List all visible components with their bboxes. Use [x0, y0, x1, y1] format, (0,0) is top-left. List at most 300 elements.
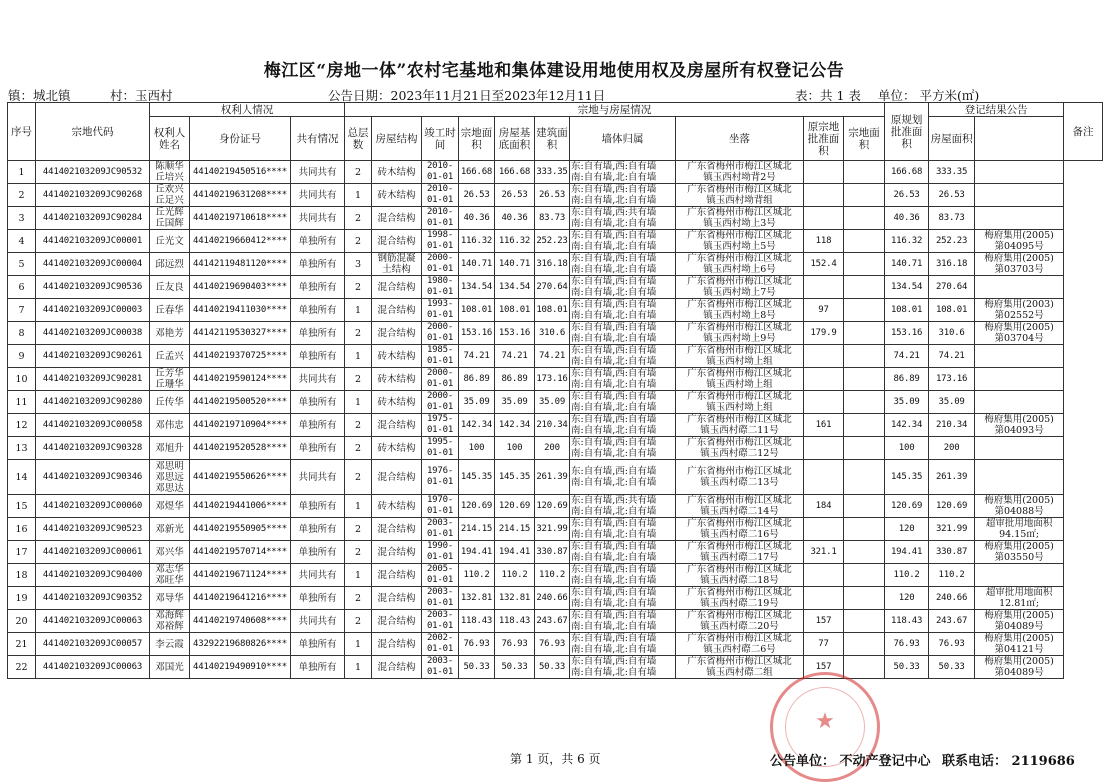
- cell-land-area: 108.01: [459, 299, 495, 322]
- cell-floors: 1: [345, 184, 372, 207]
- cell-code: 441402103209JC90284: [36, 207, 150, 230]
- header-approved: 原宗地批准面积: [804, 117, 844, 161]
- cell-name: 丘光文: [150, 230, 190, 253]
- table-row: [8, 230, 1103, 253]
- cell-planned: [844, 460, 885, 495]
- cell-walls: 东:自有墙,西:自有墙 南:自有墙,北:自有墙: [570, 541, 676, 564]
- cell-planned: [844, 207, 885, 230]
- cell-approved: 161: [804, 414, 844, 437]
- cell-note: [975, 368, 1064, 391]
- cell-completed: 2000- 01-01: [422, 253, 459, 276]
- cell-approved: [804, 391, 844, 414]
- cell-seq: 2: [8, 184, 36, 207]
- cell-name: 邓艳芳: [150, 322, 190, 345]
- cell-walls: 东:自有墙,西:自有墙 南:自有墙,北:自有墙: [570, 322, 676, 345]
- header-seq: 序号: [8, 103, 36, 161]
- cell-structure: 混合结构: [372, 610, 422, 633]
- cell-id: 44140219411030****: [190, 299, 291, 322]
- cell-walls: 东:自有墙,西:自有墙 南:自有墙,北:自有墙: [570, 610, 676, 633]
- cell-result-house: 240.66: [929, 587, 975, 610]
- cell-note: 梅府集用(2005) 第04088号: [975, 495, 1064, 518]
- cell-id: 44140219641216****: [190, 587, 291, 610]
- cell-result-land: 35.09: [885, 391, 929, 414]
- cell-base-area: 194.41: [495, 541, 535, 564]
- cell-location: 广东省梅州市梅江区城北 镇玉西村坳上6号: [676, 253, 804, 276]
- cell-share: 单独所有: [291, 322, 345, 345]
- registration-table: [7, 102, 1103, 679]
- cell-walls: 东:自有墙,西:自有墙 南:自有墙,北:自有墙: [570, 161, 676, 184]
- cell-build-area: 50.33: [535, 656, 570, 679]
- table-row: [8, 184, 1103, 207]
- cell-location: 广东省梅州市梅江区城北 镇玉西村磜二19号: [676, 587, 804, 610]
- cell-id: 44140219370725****: [190, 345, 291, 368]
- cell-approved: [804, 207, 844, 230]
- cell-seq: 4: [8, 230, 36, 253]
- cell-share: 单独所有: [291, 518, 345, 541]
- cell-result-house: 261.39: [929, 460, 975, 495]
- cell-location: 广东省梅州市梅江区城北 镇玉西村坳上9号: [676, 322, 804, 345]
- cell-planned: [844, 495, 885, 518]
- cell-completed: 1970- 01-01: [422, 495, 459, 518]
- cell-planned: [844, 391, 885, 414]
- cell-note: [975, 161, 1064, 184]
- cell-build-area: 110.2: [535, 564, 570, 587]
- announcing-unit: 公告单位： 不动产登记中心: [770, 754, 931, 769]
- cell-result-land: 120.69: [885, 495, 929, 518]
- header-build-area: 建筑面积: [535, 117, 570, 161]
- cell-planned: [844, 541, 885, 564]
- table-row: [8, 253, 1103, 276]
- cell-base-area: 120.69: [495, 495, 535, 518]
- cell-approved: 157: [804, 610, 844, 633]
- cell-land-area: 100: [459, 437, 495, 460]
- cell-floors: 1: [345, 299, 372, 322]
- cell-id: 44140219500520****: [190, 391, 291, 414]
- cell-base-area: 35.09: [495, 391, 535, 414]
- cell-base-area: 40.36: [495, 207, 535, 230]
- cell-approved: [804, 276, 844, 299]
- page-indicator: 第 1 页，共 6 页: [510, 752, 601, 766]
- cell-seq: 19: [8, 587, 36, 610]
- cell-base-area: 134.54: [495, 276, 535, 299]
- cell-build-area: 76.93: [535, 633, 570, 656]
- cell-planned: [844, 368, 885, 391]
- cell-result-house: 110.2: [929, 564, 975, 587]
- table-row: [8, 207, 1103, 230]
- cell-floors: 2: [345, 587, 372, 610]
- cell-seq: 12: [8, 414, 36, 437]
- cell-result-house: 26.53: [929, 184, 975, 207]
- table-row: [8, 391, 1103, 414]
- table-row: [8, 518, 1103, 541]
- cell-structure: 混合结构: [372, 207, 422, 230]
- cell-structure: 混合结构: [372, 633, 422, 656]
- cell-seq: 7: [8, 299, 36, 322]
- cell-approved: [804, 460, 844, 495]
- cell-structure: 混合结构: [372, 564, 422, 587]
- cell-seq: 10: [8, 368, 36, 391]
- cell-walls: 东:自有墙,西:自有墙 南:自有墙,北:自有墙: [570, 460, 676, 495]
- cell-code: 441402103209JC90268: [36, 184, 150, 207]
- cell-land-area: 214.15: [459, 518, 495, 541]
- header-structure: 房屋结构: [372, 117, 422, 161]
- cell-build-area: 74.21: [535, 345, 570, 368]
- cell-id: 43292219680826****: [190, 633, 291, 656]
- cell-land-area: 110.2: [459, 564, 495, 587]
- cell-name: 邓旭升: [150, 437, 190, 460]
- cell-land-area: 26.53: [459, 184, 495, 207]
- cell-structure: 混合结构: [372, 414, 422, 437]
- cell-build-area: 240.66: [535, 587, 570, 610]
- cell-code: 441402103209JC90261: [36, 345, 150, 368]
- cell-build-area: 261.39: [535, 460, 570, 495]
- cell-result-land: 40.36: [885, 207, 929, 230]
- cell-walls: 东:自有墙,西:自有墙 南:自有墙,北:自有墙: [570, 633, 676, 656]
- cell-structure: 混合结构: [372, 541, 422, 564]
- cell-approved: 321.1: [804, 541, 844, 564]
- cell-approved: 118: [804, 230, 844, 253]
- unit-label: 单位： 平方米(㎡): [878, 88, 980, 103]
- cell-share: 共同共有: [291, 564, 345, 587]
- cell-seq: 3: [8, 207, 36, 230]
- cell-walls: 东:自有墙,西:自有墙 南:自有墙,北:自有墙: [570, 587, 676, 610]
- cell-build-area: 252.23: [535, 230, 570, 253]
- header-base-area: 房屋基底面积: [495, 117, 535, 161]
- cell-note: [975, 345, 1064, 368]
- cell-structure: 混合结构: [372, 587, 422, 610]
- header-planned: 原规划批准面积: [885, 103, 929, 161]
- cell-planned: [844, 587, 885, 610]
- cell-floors: 2: [345, 368, 372, 391]
- cell-note: 梅府集用(2003) 第02552号: [975, 299, 1064, 322]
- header-completed: 竣工时间: [422, 117, 459, 161]
- cell-build-area: 26.53: [535, 184, 570, 207]
- cell-base-area: 132.81: [495, 587, 535, 610]
- cell-base-area: 86.89: [495, 368, 535, 391]
- table-row: [8, 541, 1103, 564]
- cell-location: 广东省梅州市梅江区城北 镇玉西村坳背2号: [676, 161, 804, 184]
- cell-name: 邓新光: [150, 518, 190, 541]
- cell-result-house: 310.6: [929, 322, 975, 345]
- cell-seq: 11: [8, 391, 36, 414]
- table-row: [8, 564, 1103, 587]
- cell-code: 441402103209JC00001: [36, 230, 150, 253]
- cell-completed: 2000- 01-01: [422, 368, 459, 391]
- cell-code: 441402103209JC00003: [36, 299, 150, 322]
- cell-seq: 17: [8, 541, 36, 564]
- cell-id: 44140219671124****: [190, 564, 291, 587]
- cell-build-area: 83.73: [535, 207, 570, 230]
- cell-approved: 179.9: [804, 322, 844, 345]
- cell-result-house: 173.16: [929, 368, 975, 391]
- cell-seq: 21: [8, 633, 36, 656]
- cell-completed: 2003- 01-01: [422, 518, 459, 541]
- cell-location: 广东省梅州市梅江区城北 镇玉西村磜二16号: [676, 518, 804, 541]
- header-result-land: 宗地面积: [844, 117, 885, 161]
- cell-floors: 1: [345, 633, 372, 656]
- cell-share: 单独所有: [291, 345, 345, 368]
- cell-code: 441402103209JC90536: [36, 276, 150, 299]
- cell-structure: 钢筋混凝 土结构: [372, 253, 422, 276]
- cell-note: 梅府集用(2005) 第04089号: [975, 656, 1064, 679]
- cell-id: 44140219550626****: [190, 460, 291, 495]
- cell-build-area: 108.01: [535, 299, 570, 322]
- cell-id: 44140219690403****: [190, 276, 291, 299]
- cell-location: 广东省梅州市梅江区城北 镇玉西村坳上8号: [676, 299, 804, 322]
- cell-note: [975, 437, 1064, 460]
- cell-result-land: 110.2: [885, 564, 929, 587]
- cell-note: 超审批用地面积 94.15㎡;: [975, 518, 1064, 541]
- cell-name: 丘春华: [150, 299, 190, 322]
- cell-result-house: 120.69: [929, 495, 975, 518]
- table-row: [8, 299, 1103, 322]
- cell-seq: 9: [8, 345, 36, 368]
- cell-approved: [804, 564, 844, 587]
- cell-code: 441402103209JC90280: [36, 391, 150, 414]
- cell-code: 441402103209JC00063: [36, 610, 150, 633]
- cell-id: 44140219520528****: [190, 437, 291, 460]
- cell-walls: 东:自有墙,西:自有墙 南:自有墙,北:自有墙: [570, 276, 676, 299]
- cell-completed: 1990- 01-01: [422, 541, 459, 564]
- cell-result-land: 120: [885, 518, 929, 541]
- cell-floors: 1: [345, 391, 372, 414]
- cell-approved: 152.4: [804, 253, 844, 276]
- cell-share: 共同共有: [291, 610, 345, 633]
- header-result-group: 登记结果公告: [929, 103, 1064, 117]
- header-name: 权利人姓名: [150, 117, 190, 161]
- table-row: [8, 587, 1103, 610]
- cell-planned: [844, 276, 885, 299]
- cell-build-area: 200: [535, 437, 570, 460]
- cell-approved: 184: [804, 495, 844, 518]
- cell-location: 广东省梅州市梅江区城北 镇玉西村磜二6号: [676, 633, 804, 656]
- cell-seq: 6: [8, 276, 36, 299]
- cell-completed: 2003- 01-01: [422, 610, 459, 633]
- cell-structure: 混合结构: [372, 460, 422, 495]
- cell-structure: 砖木结构: [372, 437, 422, 460]
- cell-name: 邓伟忠: [150, 414, 190, 437]
- cell-result-land: 194.41: [885, 541, 929, 564]
- table-row: [8, 495, 1103, 518]
- cell-location: 广东省梅州市梅江区城北 镇玉西村坳上组: [676, 391, 804, 414]
- cell-planned: [844, 299, 885, 322]
- table-row: [8, 161, 1103, 184]
- cell-result-house: 76.93: [929, 633, 975, 656]
- table-row: [8, 610, 1103, 633]
- cell-note: 梅府集用(2005) 第04093号: [975, 414, 1064, 437]
- cell-completed: 1998- 01-01: [422, 230, 459, 253]
- cell-result-house: 270.64: [929, 276, 975, 299]
- cell-note: [975, 564, 1064, 587]
- cell-seq: 18: [8, 564, 36, 587]
- cell-result-house: 200: [929, 437, 975, 460]
- cell-name: 邓志华 邓旺华: [150, 564, 190, 587]
- header-land-group: 宗地与房屋情况: [345, 103, 885, 117]
- table-row: [8, 656, 1103, 679]
- cell-location: 广东省梅州市梅江区城北 镇玉西村坳上5号: [676, 230, 804, 253]
- cell-planned: [844, 437, 885, 460]
- cell-id: 44140219441006****: [190, 495, 291, 518]
- cell-completed: 2003- 01-01: [422, 656, 459, 679]
- cell-floors: 2: [345, 230, 372, 253]
- cell-completed: 1995- 01-01: [422, 437, 459, 460]
- cell-note: 梅府集用(2005) 第03550号: [975, 541, 1064, 564]
- cell-result-house: 35.09: [929, 391, 975, 414]
- cell-seq: 5: [8, 253, 36, 276]
- table-row: [8, 322, 1103, 345]
- cell-structure: 混合结构: [372, 656, 422, 679]
- cell-approved: [804, 184, 844, 207]
- cell-walls: 东:自有墙,西:自有墙 南:自有墙,北:自有墙: [570, 564, 676, 587]
- cell-result-house: 333.35: [929, 161, 975, 184]
- cell-walls: 东:自有墙,西:自有墙 南:自有墙,北:自有墙: [570, 230, 676, 253]
- cell-walls: 东:自有墙,西:共有墙 南:自有墙,北:自有墙: [570, 495, 676, 518]
- cell-location: 广东省梅州市梅江区城北 镇玉西村坳上7号: [676, 276, 804, 299]
- cell-id: 44140219710618****: [190, 207, 291, 230]
- cell-build-area: 243.67: [535, 610, 570, 633]
- cell-walls: 东:自有墙,西:自有墙 南:自有墙,北:自有墙: [570, 656, 676, 679]
- cell-floors: 2: [345, 460, 372, 495]
- cell-code: 441402103209JC00063: [36, 656, 150, 679]
- cell-structure: 混合结构: [372, 518, 422, 541]
- cell-planned: [844, 518, 885, 541]
- cell-build-area: 330.87: [535, 541, 570, 564]
- cell-name: 邓煜华: [150, 495, 190, 518]
- cell-result-land: 50.33: [885, 656, 929, 679]
- cell-floors: 1: [345, 656, 372, 679]
- cell-result-house: 321.99: [929, 518, 975, 541]
- cell-base-area: 76.93: [495, 633, 535, 656]
- header-code: 宗地代码: [36, 103, 150, 161]
- cell-floors: 2: [345, 610, 372, 633]
- cell-planned: [844, 253, 885, 276]
- cell-approved: 77: [804, 633, 844, 656]
- cell-structure: 混合结构: [372, 276, 422, 299]
- cell-note: [975, 184, 1064, 207]
- cell-base-area: 26.53: [495, 184, 535, 207]
- cell-seq: 13: [8, 437, 36, 460]
- cell-result-land: 116.32: [885, 230, 929, 253]
- cell-base-area: 116.32: [495, 230, 535, 253]
- cell-result-land: 142.34: [885, 414, 929, 437]
- cell-location: 广东省梅州市梅江区城北 镇玉西村坳上组: [676, 345, 804, 368]
- cell-completed: 2000- 01-01: [422, 391, 459, 414]
- cell-structure: 砖木结构: [372, 391, 422, 414]
- cell-walls: 东:自有墙,西:自有墙 南:自有墙,北:自有墙: [570, 345, 676, 368]
- cell-share: 单独所有: [291, 299, 345, 322]
- cell-land-area: 166.68: [459, 161, 495, 184]
- cell-result-house: 50.33: [929, 656, 975, 679]
- cell-note: 梅府集用(2005) 第04095号: [975, 230, 1064, 253]
- cell-structure: 砖木结构: [372, 184, 422, 207]
- cell-id: 44140219570714****: [190, 541, 291, 564]
- cell-completed: 1975- 01-01: [422, 414, 459, 437]
- cell-base-area: 74.21: [495, 345, 535, 368]
- cell-location: 广东省梅州市梅江区城北 镇玉西村磜二17号: [676, 541, 804, 564]
- cell-floors: 2: [345, 276, 372, 299]
- cell-seq: 15: [8, 495, 36, 518]
- cell-result-house: 316.18: [929, 253, 975, 276]
- cell-completed: 2010- 01-01: [422, 207, 459, 230]
- cell-result-land: 153.16: [885, 322, 929, 345]
- header-id: 身份证号: [190, 117, 291, 161]
- cell-code: 441402103209JC90532: [36, 161, 150, 184]
- cell-walls: 东:自有墙,西:自有墙 南:自有墙,北:自有墙: [570, 184, 676, 207]
- table-row: [8, 345, 1103, 368]
- cell-share: 共同共有: [291, 460, 345, 495]
- cell-land-area: 142.34: [459, 414, 495, 437]
- cell-structure: 混合结构: [372, 230, 422, 253]
- cell-result-land: 100: [885, 437, 929, 460]
- cell-code: 441402103209JC90281: [36, 368, 150, 391]
- cell-structure: 砖木结构: [372, 495, 422, 518]
- cell-share: 单独所有: [291, 414, 345, 437]
- cell-location: 广东省梅州市梅江区城北 镇玉西村坳上3号: [676, 207, 804, 230]
- cell-completed: 1993- 01-01: [422, 299, 459, 322]
- cell-base-area: 118.43: [495, 610, 535, 633]
- cell-planned: [844, 633, 885, 656]
- cell-location: 广东省梅州市梅江区城北 镇玉西村磜二14号: [676, 495, 804, 518]
- cell-name: 丘芳华 丘珊华: [150, 368, 190, 391]
- cell-structure: 混合结构: [372, 299, 422, 322]
- cell-code: 441402103209JC00004: [36, 253, 150, 276]
- cell-location: 广东省梅州市梅江区城北 镇玉西村磜二12号: [676, 437, 804, 460]
- cell-completed: 1976- 01-01: [422, 460, 459, 495]
- cell-walls: 东:自有墙,西:自有墙 南:自有墙,北:自有墙: [570, 414, 676, 437]
- cell-base-area: 214.15: [495, 518, 535, 541]
- cell-name: 邱远烈: [150, 253, 190, 276]
- cell-planned: [844, 656, 885, 679]
- cell-location: 广东省梅州市梅江区城北 镇玉西村坳背组: [676, 184, 804, 207]
- cell-location: 广东省梅州市梅江区城北 镇玉西村磜二组: [676, 656, 804, 679]
- cell-result-land: 134.54: [885, 276, 929, 299]
- cell-result-house: 74.21: [929, 345, 975, 368]
- cell-land-area: 74.21: [459, 345, 495, 368]
- cell-share: 共同共有: [291, 207, 345, 230]
- cell-approved: 157: [804, 656, 844, 679]
- cell-result-house: 210.34: [929, 414, 975, 437]
- cell-structure: 混合结构: [372, 322, 422, 345]
- cell-walls: 东:自有墙,西:自有墙 南:自有墙,北:自有墙: [570, 299, 676, 322]
- cell-share: 共同共有: [291, 184, 345, 207]
- cell-share: 单独所有: [291, 391, 345, 414]
- cell-build-area: 321.99: [535, 518, 570, 541]
- cell-name: 邓导华: [150, 587, 190, 610]
- cell-code: 441402103209JC90352: [36, 587, 150, 610]
- header-share: 共有情况: [291, 117, 345, 161]
- cell-id: 44140219710904****: [190, 414, 291, 437]
- cell-walls: 东:自有墙,西:自有墙 南:自有墙,北:自有墙: [570, 391, 676, 414]
- cell-id: 44140219450516****: [190, 161, 291, 184]
- cell-result-land: 140.71: [885, 253, 929, 276]
- cell-result-land: 86.89: [885, 368, 929, 391]
- cell-id: 44140219490910****: [190, 656, 291, 679]
- cell-land-area: 86.89: [459, 368, 495, 391]
- header-location: 坐落: [676, 117, 804, 161]
- cell-planned: [844, 345, 885, 368]
- cell-share: 单独所有: [291, 276, 345, 299]
- announcement-date: 公告日期：2023年11月21日至2023年12月11日: [328, 88, 606, 103]
- cell-seq: 22: [8, 656, 36, 679]
- cell-location: 广东省梅州市梅江区城北 镇玉西村磜二11号: [676, 414, 804, 437]
- cell-base-area: 110.2: [495, 564, 535, 587]
- cell-result-land: 74.21: [885, 345, 929, 368]
- cell-note: [975, 391, 1064, 414]
- cell-share: 单独所有: [291, 437, 345, 460]
- cell-code: 441402103209JC00060: [36, 495, 150, 518]
- cell-floors: 2: [345, 161, 372, 184]
- cell-base-area: 108.01: [495, 299, 535, 322]
